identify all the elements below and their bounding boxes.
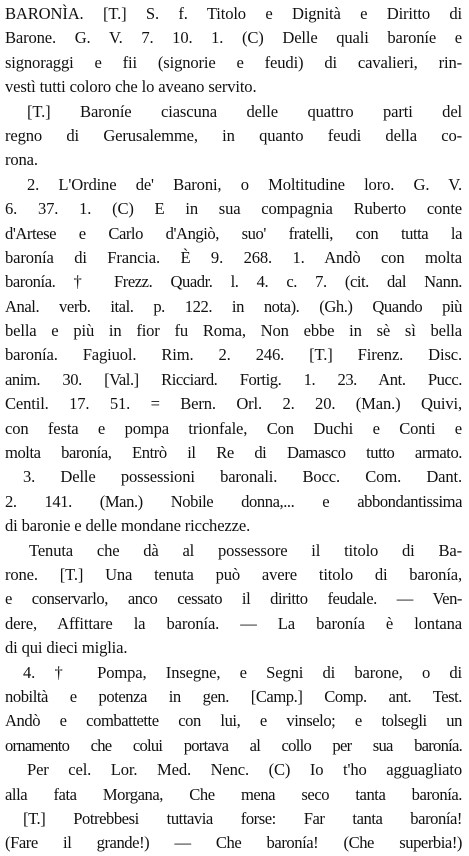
- entry-line-5: [T.] Baroníe ciascuna delle quattro parti del: [27, 101, 462, 121]
- entry-line-12: baronía. † Frezz. Quadr. l. 4. c. 7. (cit. dal Nann.: [5, 272, 462, 292]
- entry-line-2: Barone. G. V. 7. 10. 1. (C) Delle quali baroníe e: [5, 28, 462, 48]
- entry-line-10: d'Artese e Carlo d'Angiò, suo' fratelli, con tutta la: [5, 223, 462, 243]
- dictionary-entry: [5, 2, 462, 856]
- entry-line-4: vestì tutti coloro che lo aveano servito.: [5, 77, 257, 97]
- entry-line-16: anim. 30. [Val.] Ricciard. Fortig. 1. 23. Ant. Pucc.: [5, 369, 462, 389]
- entry-line-26: dere, Affittare la baronía. — La baronía è lontana: [5, 613, 462, 633]
- entry-line-29: nobiltà e potenza in gen. [Camp.] Comp. ant. Test.: [5, 686, 462, 706]
- entry-line-6: regno di Gerusalemme, in quanto feudi della co-: [5, 125, 462, 145]
- entry-line-3: signoraggi e fii (signorie e feudi) di cavalieri, rin-: [5, 52, 462, 72]
- entry-line-23: Tenuta che dà al possessore il titolo di Ba-: [29, 540, 462, 560]
- entry-line-31: ornamento che colui portava al collo per sua baronía.: [5, 735, 462, 755]
- entry-line-18: con festa e pompa trionfale, Con Duchi e Conti e: [5, 418, 462, 438]
- entry-line-1: BARONÌA. [T.] S. f. Titolo e Dignità e Diritto di: [5, 4, 462, 23]
- entry-line-15: baronía. Fagiuol. Rim. 2. 246. [T.] Firenz. Disc.: [5, 345, 462, 365]
- entry-line-8: 2. L'Ordine de' Baroni, o Moltitudine loro. G. V.: [27, 174, 462, 194]
- entry-line-27: di qui dieci miglia.: [5, 638, 128, 658]
- entry-line-13: Anal. verb. ital. p. 122. in nota). (Gh.) Quando più: [5, 296, 462, 316]
- entry-line-32: Per cel. Lor. Med. Nenc. (C) Io t'ho agguagliato: [27, 760, 462, 780]
- entry-line-35: (Fare il grande!) — Che baronía! (Che superbia!): [5, 833, 462, 853]
- entry-line-33: alla fata Morgana, Che mena seco tanta baronía.: [5, 784, 462, 804]
- entry-line-21: 2. 141. (Man.) Nobile donna,... e abbondantissima: [5, 491, 462, 511]
- entry-line-11: baronía di Francia. È 9. 268. 1. Andò con molta: [5, 247, 462, 267]
- entry-line-22: di baronie e delle mondane ricchezze.: [5, 516, 251, 536]
- entry-line-34: [T.] Potrebbesi tuttavia forse: Far tanta baronía!: [23, 808, 462, 828]
- entry-line-17: Centil. 17. 51. = Bern. Orl. 2. 20. (Man.) Quivi,: [5, 394, 462, 414]
- entry-line-19: molta baronía, Entrò il Re di Damasco tutto armato.: [5, 443, 462, 463]
- entry-line-20: 3. Delle possessioni baronali. Bocc. Com. Dant.: [23, 467, 462, 487]
- entry-line-9: 6. 37. 1. (C) E in sua compagnia Ruberto conte: [5, 199, 462, 219]
- entry-line-14: bella e più in fior fu Roma, Non ebbe in sè sì bella: [5, 321, 462, 341]
- entry-line-30: Andò e combattette con lui, e vinselo; e tolsegli un: [5, 711, 462, 731]
- entry-line-24: rone. [T.] Una tenuta può avere titolo di baronía,: [5, 564, 462, 584]
- entry-line-28: 4. † Pompa, Insegne, e Segni di barone, o di: [23, 662, 462, 682]
- entry-line-7: rona.: [5, 150, 38, 170]
- entry-line-25: e conservarlo, anco cessato il diritto feudale. — Ven-: [5, 589, 462, 609]
